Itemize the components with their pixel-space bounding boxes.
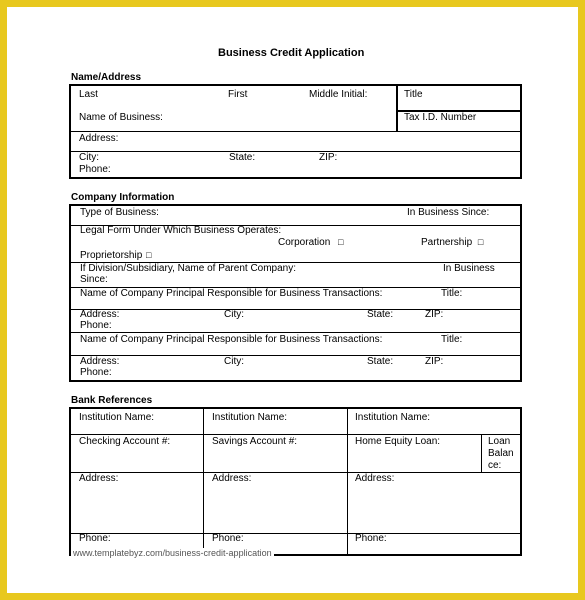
bank-address-field-3[interactable]: Address:	[355, 473, 395, 484]
in-business-since-field[interactable]: In Business Since:	[407, 207, 490, 218]
divider	[71, 151, 520, 152]
section-heading-company-information: Company Information	[71, 192, 175, 203]
legal-form-label: Legal Form Under Which Business Operates:	[80, 225, 282, 236]
divider	[396, 86, 398, 131]
divider	[71, 533, 520, 534]
divider	[71, 434, 520, 435]
divider	[481, 435, 482, 472]
divider	[203, 409, 204, 554]
in-business-label: In Business	[443, 263, 495, 274]
corporation-label: Corporation	[278, 237, 331, 248]
savings-account-field[interactable]: Savings Account #:	[212, 436, 298, 447]
bank-institution-name-1[interactable]: Institution Name:	[79, 412, 155, 423]
bank-address-field-2[interactable]: Address:	[212, 473, 252, 484]
partnership-label: Partnership	[421, 237, 473, 248]
company-address-field-1[interactable]: Address:	[80, 309, 120, 320]
home-equity-loan-field[interactable]: Home Equity Loan:	[355, 436, 441, 447]
divider	[71, 472, 520, 473]
company-zip-field-1[interactable]: ZIP:	[425, 309, 444, 320]
type-of-business-field[interactable]: Type of Business:	[80, 207, 159, 218]
principal-title-field-1[interactable]: Title:	[441, 288, 463, 299]
since-field[interactable]: Since:	[80, 274, 108, 285]
bank-institution-name-2[interactable]: Institution Name:	[212, 412, 288, 423]
loan-balance-line-2[interactable]: Balan	[488, 448, 514, 459]
zip-field[interactable]: ZIP:	[319, 152, 338, 163]
divider	[71, 131, 520, 132]
company-address-field-2[interactable]: Address:	[80, 356, 120, 367]
divider	[347, 409, 348, 554]
bank-institution-name-3[interactable]: Institution Name:	[355, 412, 431, 423]
company-state-field-2[interactable]: State:	[367, 356, 394, 367]
corporation-checkbox[interactable]: □	[338, 237, 344, 247]
page-title: Business Credit Application	[218, 47, 365, 59]
section-heading-name-address: Name/Address	[71, 72, 142, 83]
phone-field[interactable]: Phone:	[79, 164, 111, 175]
document-page	[7, 7, 578, 593]
proprietorship-checkbox[interactable]: □	[146, 250, 152, 260]
divider	[71, 332, 520, 333]
tax-id-field[interactable]: Tax I.D. Number	[404, 112, 477, 123]
partnership-option[interactable]	[421, 237, 483, 248]
parent-company-field[interactable]: If Division/Subsidiary, Name of Parent Company:	[80, 263, 297, 274]
watermark-url: www.templatebyz.com/business-credit-application	[73, 548, 272, 558]
last-name-field[interactable]: Last	[79, 89, 98, 100]
corporation-option[interactable]	[278, 237, 343, 248]
address-field[interactable]: Address:	[79, 133, 119, 144]
company-zip-field-2[interactable]: ZIP:	[425, 356, 444, 367]
bank-phone-field-1[interactable]: Phone:	[79, 533, 111, 544]
divider	[71, 355, 520, 356]
proprietorship-label: Proprietorship	[80, 250, 143, 261]
state-field[interactable]: State:	[229, 152, 256, 163]
principal-name-field-2[interactable]: Name of Company Principal Responsible for Business Transactions:	[80, 334, 383, 345]
bank-phone-field-2[interactable]: Phone:	[212, 533, 244, 544]
loan-balance-line-1[interactable]: Loan	[488, 436, 511, 447]
principal-name-field-1[interactable]: Name of Company Principal Responsible for Business Transactions:	[80, 288, 383, 299]
partnership-checkbox[interactable]: □	[477, 237, 484, 247]
first-name-field[interactable]: First	[228, 89, 248, 100]
business-name-field[interactable]: Name of Business:	[79, 112, 163, 123]
checking-account-field[interactable]: Checking Account #:	[79, 436, 171, 447]
section-heading-bank-references: Bank References	[71, 395, 153, 406]
title-field[interactable]: Title	[404, 89, 423, 100]
bank-phone-field-3[interactable]: Phone:	[355, 533, 387, 544]
proprietorship-option[interactable]	[80, 250, 151, 261]
company-phone-field-2[interactable]: Phone:	[80, 367, 112, 378]
divider	[71, 309, 520, 310]
bank-address-field-1[interactable]: Address:	[79, 473, 119, 484]
loan-balance-line-3[interactable]: ce:	[488, 460, 502, 471]
middle-initial-field[interactable]: Middle Initial:	[309, 89, 368, 100]
principal-title-field-2[interactable]: Title:	[441, 334, 463, 345]
company-state-field-1[interactable]: State:	[367, 309, 394, 320]
company-phone-field-1[interactable]: Phone:	[80, 320, 112, 331]
company-city-field-1[interactable]: City:	[224, 309, 244, 320]
company-city-field-2[interactable]: City:	[224, 356, 244, 367]
city-field[interactable]: City:	[79, 152, 99, 163]
